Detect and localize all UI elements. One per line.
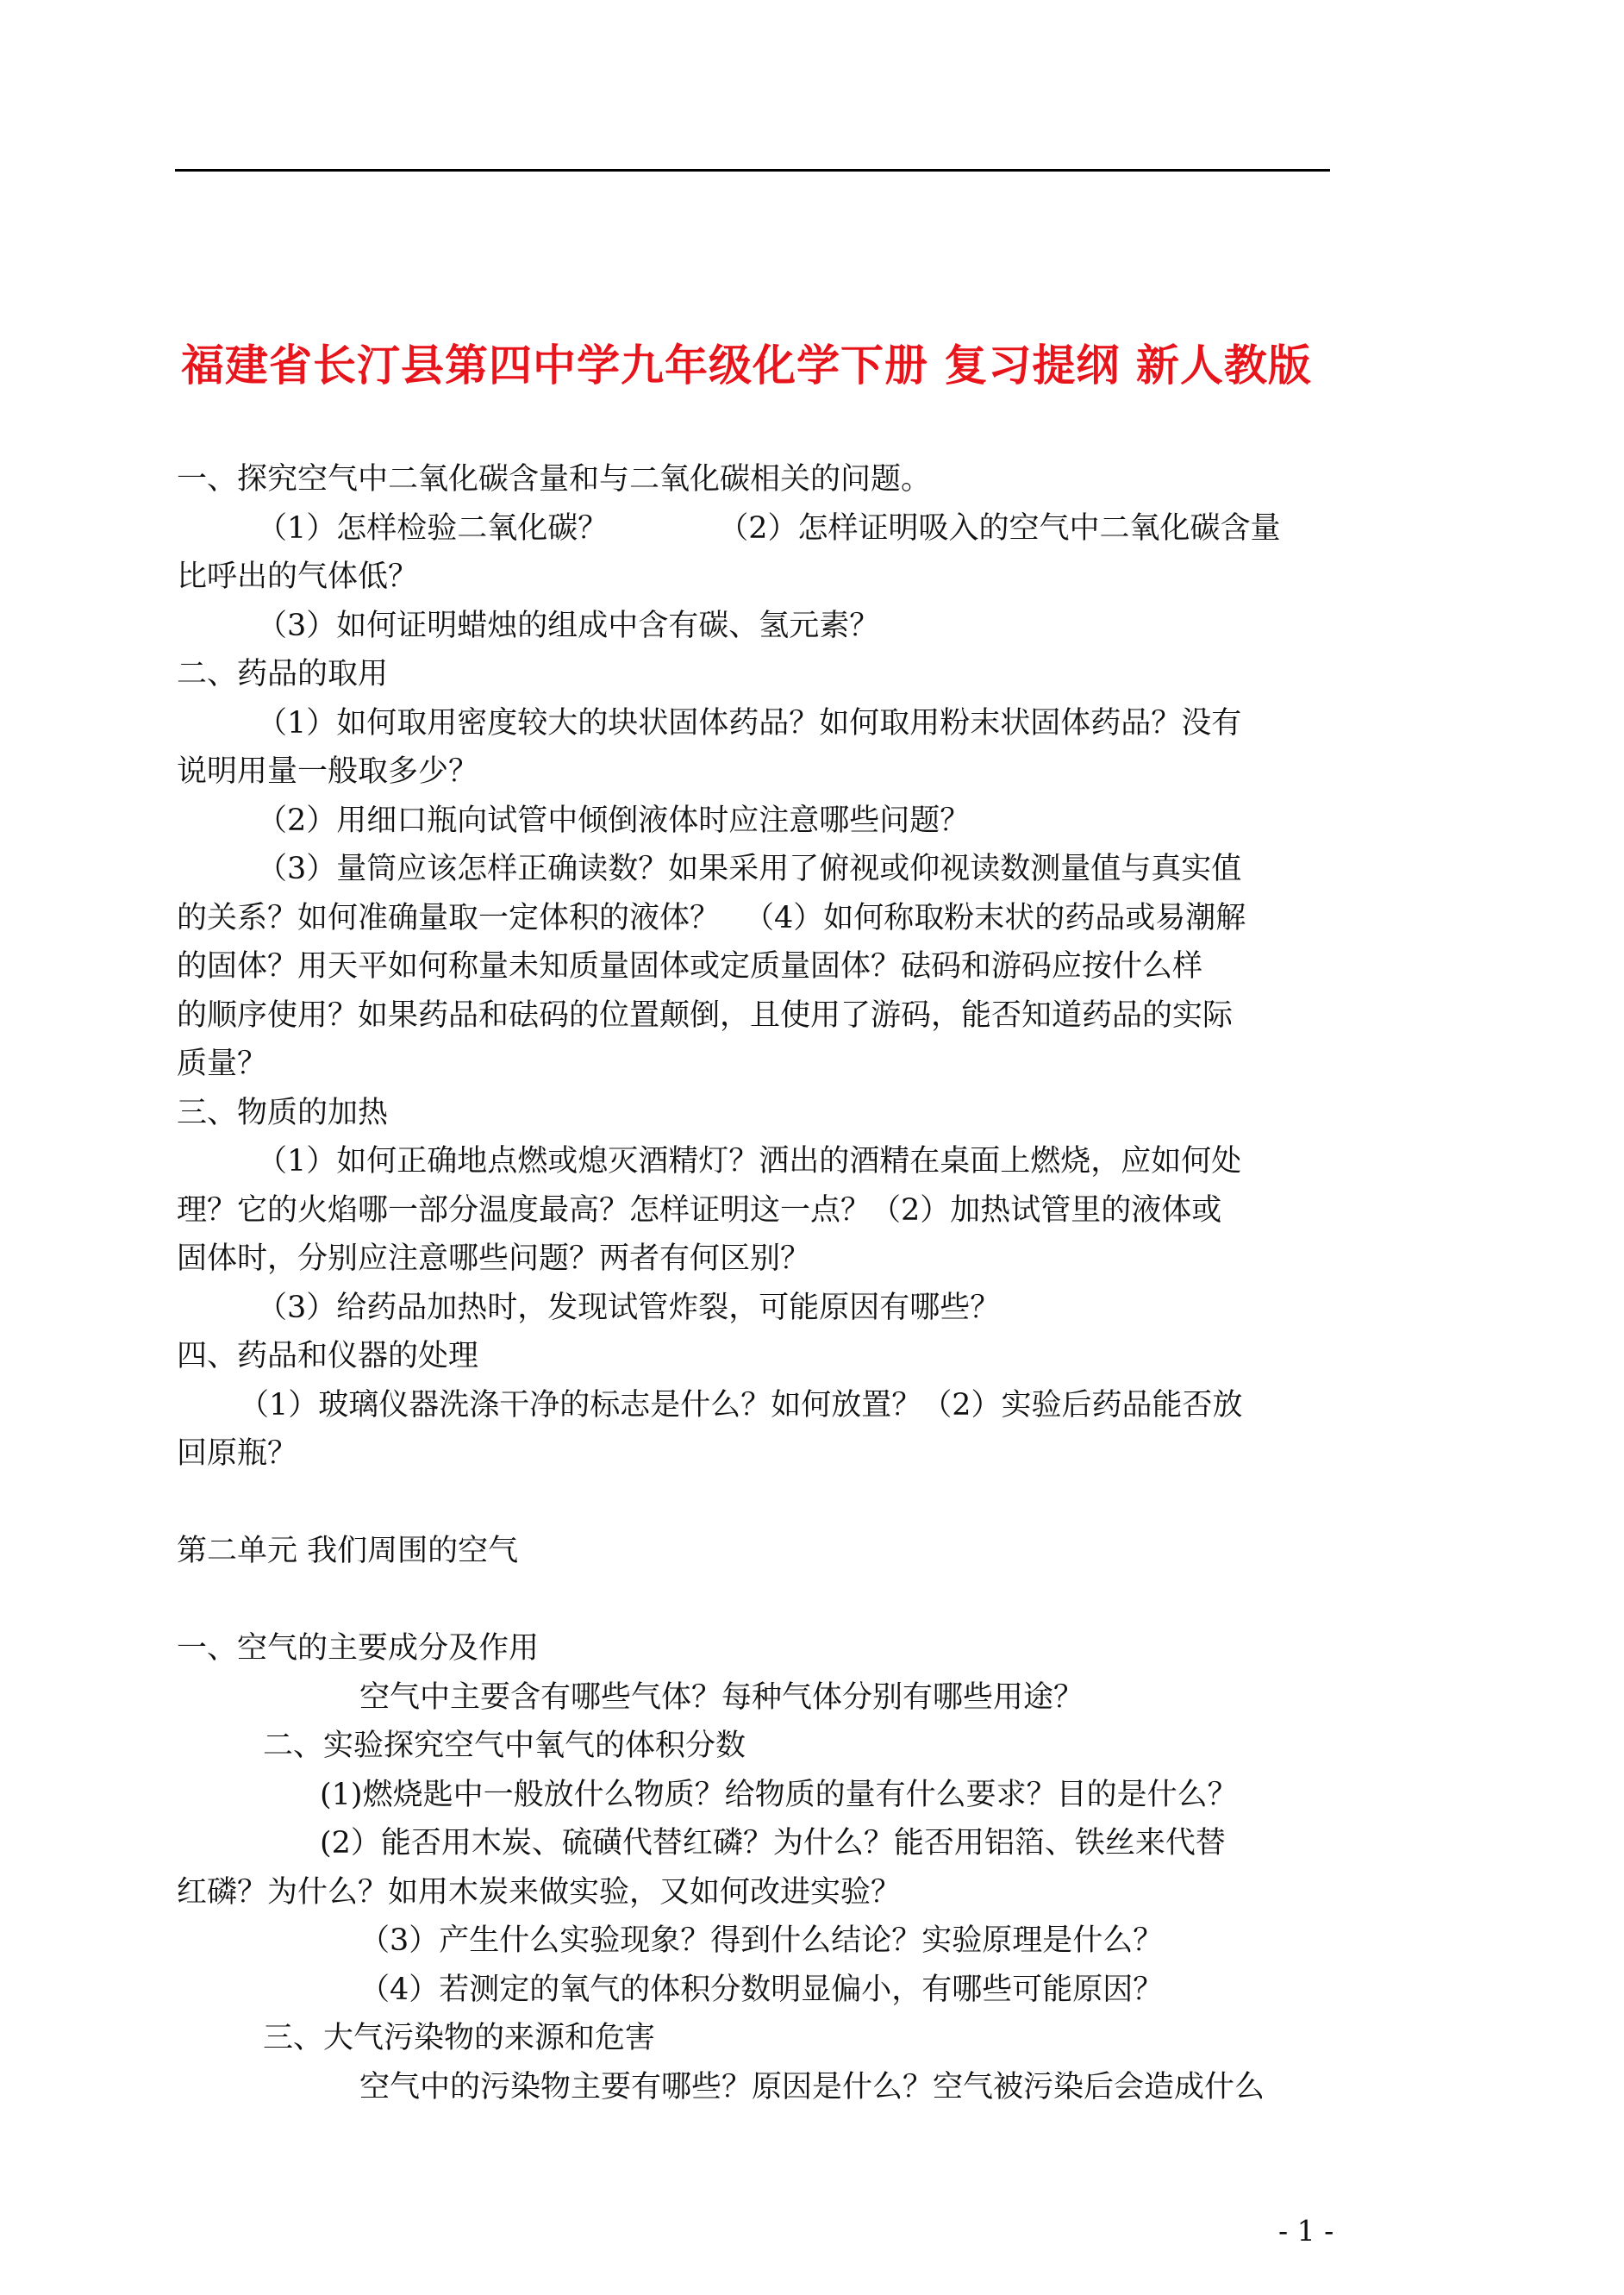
paragraph-line: （3）量筒应该怎样正确读数？如果采用了俯视或仰视读数测量值与真实值 (257, 852, 1242, 886)
paragraph-line (177, 894, 1336, 943)
document-title: 福建省长汀县第四中学九年级化学下册 复习提纲 新人教版 (181, 340, 1312, 391)
paragraph-line: 红磷？为什么？如用木炭来做实验，又如何改进实验？ (177, 1874, 902, 1910)
paragraph-line: （3）产生什么实验现象？得到什么结论？实验原理是什么？ (359, 1923, 1164, 1958)
paragraph-line: 的顺序使用？如果药品和砝码的位置颠倒，且使用了游码，能否知道药品的实际 (177, 997, 1234, 1033)
paragraph-line: （3）给药品加热时，发现试管炸裂，可能原因有哪些？ (257, 1290, 1001, 1325)
blank-line (177, 1479, 1336, 1528)
section-heading: 四、药品和仪器的处理 (177, 1339, 479, 1373)
blank-line (177, 1576, 1336, 1625)
paragraph-line: （4）若测定的氧气的体积分数明显偏小，有哪些可能原因？ (359, 1972, 1164, 2007)
section-heading: 二、实验探究空气中氧气的体积分数 (263, 1729, 746, 1763)
section-heading: 一、空气的主要成分及作用 (177, 1631, 540, 1666)
paragraph-line: 比呼出的气体低？ (177, 560, 419, 594)
document-body (177, 455, 1336, 2111)
paragraph-line: 空气中主要含有哪些气体？每种气体分别有哪些用途？ (359, 1679, 1084, 1715)
paragraph-line: 固体时，分别应注意哪些问题？两者有何区别？ (177, 1241, 811, 1276)
question-text: 的关系？如何准确量取一定体积的液体？ (177, 900, 721, 935)
paragraph-line: （1）如何正确地点燃或熄灭酒精灯？洒出的酒精在桌面上燃烧，应如何处 (257, 1144, 1242, 1179)
paragraph-line: （3）如何证明蜡烛的组成中含有碳、氢元素？ (257, 608, 880, 643)
paragraph-line: 理？它的火焰哪一部分温度最高？怎样证明这一点？（2）加热试管里的液体或 (177, 1192, 1222, 1228)
paragraph-line (177, 504, 1336, 553)
paragraph-line: 说明用量一般取多少？ (177, 754, 479, 789)
section-heading: 二、药品的取用 (177, 657, 389, 691)
paragraph-line: （2）用细口瓶向试管中倾倒液体时应注意哪些问题？ (257, 803, 971, 838)
question-text: （1）怎样检验二氧化碳？ (257, 510, 609, 546)
paragraph-line: （1）如何取用密度较大的块状固体药品？如何取用粉末状固体药品？没有 (257, 705, 1242, 741)
page-number: - 1 - (1278, 2214, 1334, 2248)
paragraph-line: （1）玻璃仪器洗涤干净的标志是什么？如何放置？（2）实验后药品能否放 (239, 1387, 1243, 1423)
paragraph-line: 的固体？用天平如何称量未知质量固体或定质量固体？砝码和游码应按什么样 (177, 949, 1203, 984)
section-heading: 三、大气污染物的来源和危害 (263, 2021, 656, 2055)
paragraph-line: 回原瓶？ (177, 1436, 298, 1471)
header-rule (175, 169, 1330, 172)
paragraph-line: (2）能否用木炭、硫磺代替红磷？为什么？能否用铝箔、铁丝来代替 (320, 1826, 1226, 1860)
question-text: （2）怎样证明吸入的空气中二氧化碳含量 (718, 510, 1281, 546)
paragraph-line: 质量？ (177, 1047, 268, 1081)
unit-heading: 第二单元 我们周围的空气 (177, 1534, 519, 1568)
section-heading: 一、探究空气中二氧化碳含量和与二氧化碳相关的问题。 (177, 462, 932, 497)
question-text: （4）如何称取粉末状的药品或易潮解 (744, 900, 1246, 935)
paragraph-line: (1)燃烧匙中一般放什么物质？给物质的量有什么要求？目的是什么？ (320, 1777, 1238, 1812)
section-heading: 三、物质的加热 (177, 1095, 389, 1130)
paragraph-line: 空气中的污染物主要有哪些？原因是什么？空气被污染后会造成什么 (359, 2069, 1265, 2104)
